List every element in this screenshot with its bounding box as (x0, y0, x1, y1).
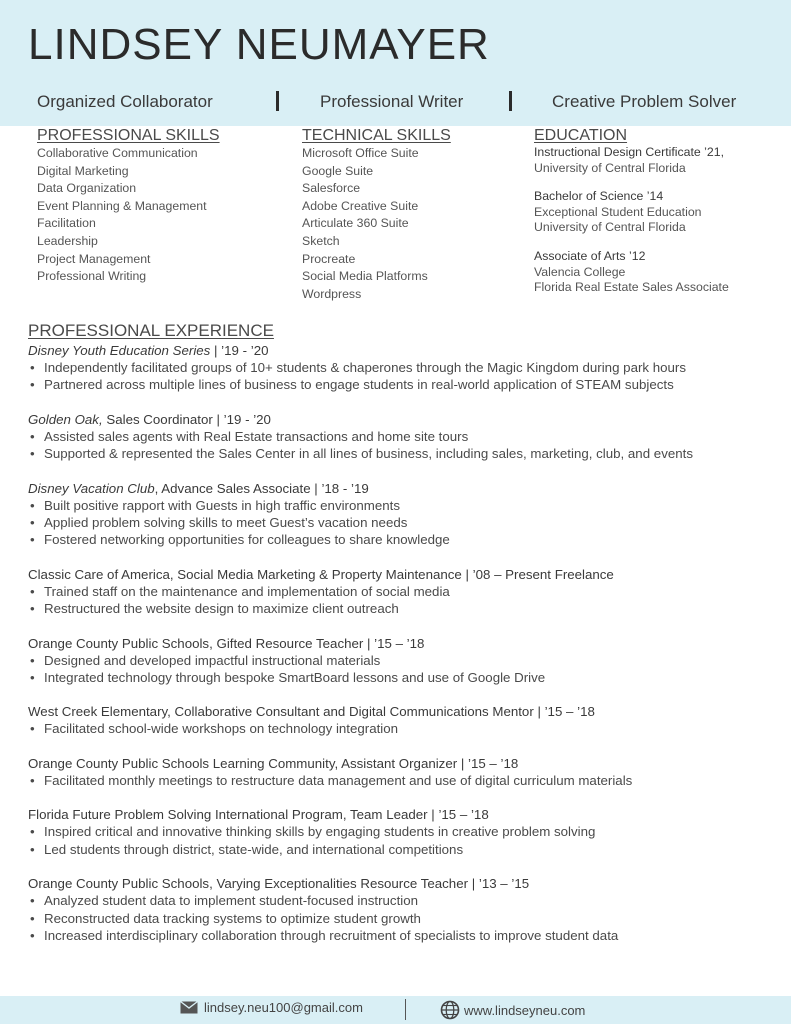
education-degree: Associate of Arts ’12 (534, 248, 646, 263)
job-entry (28, 480, 768, 549)
job-bullet: • Led students through district, state-wide, and international competitions (28, 841, 768, 858)
job-bullet: • Analyzed student data to implement student-focused instruction (28, 892, 768, 909)
section-heading: EDUCATION (534, 127, 628, 144)
job-role-dates: Sales Coordinator | ’19 - ’20 (102, 411, 271, 427)
skill-item: Project Management (37, 251, 151, 266)
job-role-dates: | ’19 - ’20 (210, 343, 269, 358)
job-bullets (28, 497, 768, 549)
job-title (28, 411, 768, 428)
job-bullets (28, 652, 768, 687)
skill-item: Collaborative Communication (37, 146, 198, 160)
tagline-3: Creative Problem Solver (552, 92, 737, 111)
job-bullet: • Trained staff on the maintenance and implementation of social media (28, 583, 768, 600)
experience-section (28, 320, 768, 961)
skill-item: Data Organization (37, 181, 137, 196)
job-entry (28, 342, 768, 394)
job-bullet: • Integrated technology through bespoke SmartBoard lessons and use of Google Drive (28, 669, 768, 686)
job-bullet: • Inspired critical and innovative thinking skills by engaging students in creative problem solving (28, 823, 768, 840)
job-bullet: • Restructured the website design to maximize client outreach (28, 600, 768, 617)
education-list (534, 145, 729, 296)
skill-item: Digital Marketing (37, 163, 129, 178)
skill-item: Professional Writing (37, 269, 147, 284)
job-bullets (28, 892, 768, 944)
job-bullet: • Fostered networking opportunities for colleagues to share knowledge (28, 531, 768, 548)
tagline-divider (509, 91, 512, 111)
skill-item: Leadership (37, 233, 98, 248)
job-bullet: • Applied problem solving skills to meet Guest’s vacation needs (28, 514, 768, 531)
skill-item: Wordpress (302, 286, 362, 301)
job-bullet: • Partnered across multiple lines of business to engage students in real-world application of STEAM subjects (28, 376, 768, 393)
job-bullets (28, 772, 768, 789)
skill-item: Social Media Platforms (302, 269, 428, 284)
job-bullet: • Facilitated school-wide workshops on technology integration (28, 720, 768, 737)
education-entry (534, 189, 729, 236)
website-url[interactable]: www.lindseyneu.com (464, 1002, 586, 1018)
job-role-dates: Orange County Public Schools, Varying Exceptionalities Resource Teacher | ’13 – ’15 (28, 876, 530, 892)
skill-item: Articulate 360 Suite (302, 216, 409, 231)
job-bullets (28, 823, 768, 858)
tagline-divider (276, 91, 279, 111)
skill-item: Google Suite (302, 163, 374, 178)
job-entry (28, 703, 768, 737)
job-role-dates: West Creek Elementary, Collaborative Consultant and Digital Communications Mentor | ’15 – ’18 (28, 704, 595, 720)
skill-item: Salesforce (302, 181, 361, 196)
job-entry (28, 411, 768, 463)
education-detail: University of Central Florida (534, 160, 686, 175)
education-detail: Florida Real Estate Sales Associate (534, 280, 729, 295)
header-band (0, 0, 791, 126)
job-title (28, 703, 768, 720)
job-bullets (28, 359, 768, 394)
email-address[interactable]: lindsey.neu100@gmail.com (204, 1000, 363, 1015)
job-bullet: • Assisted sales agents with Real Estate transactions and home site tours (28, 428, 768, 445)
skill-item: Sketch (302, 233, 340, 248)
job-role-dates: , Advance Sales Associate | ’18 - ’19 (154, 480, 369, 496)
job-bullets (28, 428, 768, 463)
job-title (28, 342, 768, 359)
tagline-1: Organized Collaborator (37, 92, 213, 111)
section-heading: PROFESSIONAL EXPERIENCE (28, 321, 274, 340)
job-role-dates: Florida Future Problem Solving International Program, Team Leader | ’15 – ’18 (28, 807, 489, 823)
footer-divider (405, 999, 406, 1020)
education-degree: Instructional Design Certificate ’21, (534, 145, 725, 159)
job-bullet: • Reconstructed data tracking systems to optimize student growth (28, 910, 768, 927)
tagline-2: Professional Writer (320, 92, 464, 111)
job-title (28, 566, 768, 583)
job-entry (28, 755, 768, 789)
skill-item: Procreate (302, 251, 356, 266)
section-heading: PROFESSIONAL SKILLS (37, 127, 220, 144)
job-role-dates: Classic Care of America, Social Media Marketing & Property Maintenance | ’08 – Present Freelance (28, 566, 614, 582)
email-contact[interactable] (180, 1000, 363, 1015)
education-detail: Exceptional Student Education (534, 204, 702, 219)
skill-item: Facilitation (37, 216, 96, 231)
job-title (28, 806, 768, 823)
job-bullet: • Increased interdisciplinary collaboration through recruitment of specialists to improve student data (28, 927, 768, 944)
skills-list (302, 145, 451, 303)
skill-item: Adobe Creative Suite (302, 198, 419, 213)
education-entry (534, 249, 729, 296)
job-role-dates: Orange County Public Schools, Gifted Resource Teacher | ’15 – ’18 (28, 635, 425, 651)
job-bullet: • Independently facilitated groups of 10+ students & chaperones through the Magic Kingdom during park hours (28, 359, 768, 376)
footer-band (0, 996, 791, 1024)
job-bullet: • Supported & represented the Sales Center in all lines of business, including sales, marketing, club, and events (28, 445, 768, 462)
job-organization: Disney Youth Education Series (28, 343, 211, 358)
job-organization: Disney Vacation Club (28, 480, 155, 496)
education-section (534, 126, 729, 309)
education-detail: University of Central Florida (534, 220, 686, 235)
job-title (28, 635, 768, 652)
job-entry (28, 806, 768, 858)
person-name: LINDSEY NEUMAYER (28, 20, 490, 69)
education-entry (534, 145, 729, 176)
job-title (28, 875, 768, 892)
professional-skills-section (37, 126, 220, 286)
section-heading: TECHNICAL SKILLS (302, 127, 451, 144)
job-title (28, 480, 768, 497)
job-entry (28, 635, 768, 687)
job-organization: Golden Oak, (28, 411, 103, 427)
job-title (28, 755, 768, 772)
job-role-dates: Orange County Public Schools Learning Community, Assistant Organizer | ’15 – ’18 (28, 755, 519, 771)
skill-item: Microsoft Office Suite (302, 146, 419, 160)
job-bullet: • Facilitated monthly meetings to restructure data management and use of digital curriculum materials (28, 772, 768, 789)
education-detail: Valencia College (534, 264, 626, 279)
globe-icon (440, 1000, 460, 1020)
job-bullets (28, 583, 768, 618)
skill-item: Event Planning & Management (37, 198, 207, 213)
job-bullet: • Designed and developed impactful instructional materials (28, 652, 768, 669)
job-bullets (28, 720, 768, 737)
education-degree: Bachelor of Science ’14 (534, 189, 664, 204)
job-entry (28, 875, 768, 944)
envelope-icon (180, 1001, 198, 1014)
skills-list (37, 145, 220, 286)
job-list (28, 342, 768, 944)
website-contact[interactable] (440, 1000, 585, 1020)
job-bullet: • Built positive rapport with Guests in high traffic environments (28, 497, 768, 514)
job-entry (28, 566, 768, 618)
technical-skills-section (302, 126, 451, 303)
